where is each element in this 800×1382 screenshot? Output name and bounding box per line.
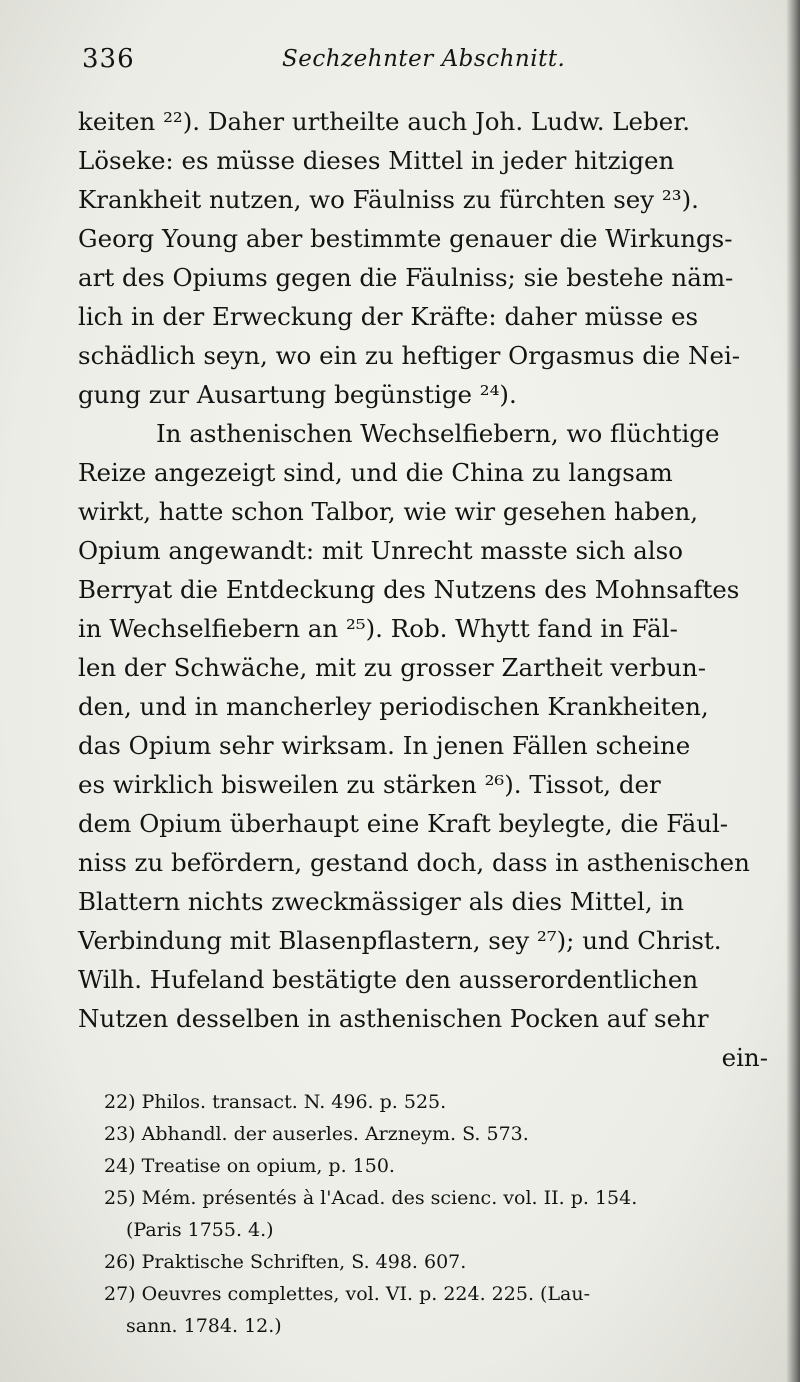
page-edge-shadow	[786, 0, 800, 1382]
footnote: 27) Oeuvres complettes, vol. VI. p. 224. 225. (Lau-	[104, 1283, 591, 1305]
text-line: Blattern nichts zweckmässiger als dies Mittel, in	[78, 887, 685, 916]
footnote: 22) Philos. transact. N. 496. p. 525.	[104, 1091, 447, 1113]
text-line: wirkt, hatte schon Talbor, wie wir gesehen haben,	[78, 497, 699, 526]
text-line: art des Opiums gegen die Fäulniss; sie bestehe näm-	[78, 263, 734, 292]
text-line: Opium angewandt: mit Unrecht masste sich also	[78, 536, 683, 565]
footnote-continuation: sann. 1784. 12.)	[126, 1315, 282, 1337]
page-number: 336	[82, 44, 135, 74]
footnote: 24) Treatise on opium, p. 150.	[104, 1155, 395, 1177]
body-text	[78, 102, 768, 1077]
text-line: Löseke: es müsse dieses Mittel in jeder hitzigen	[78, 146, 675, 175]
footnote-continuation: (Paris 1755. 4.)	[126, 1219, 274, 1241]
catchword: ein-	[721, 1043, 768, 1072]
text-line: in Wechselfiebern an ²⁵). Rob. Whytt fand in Fäl-	[78, 614, 678, 643]
footnote: 23) Abhandl. der auserles. Arzneym. S. 573.	[104, 1123, 529, 1145]
text-line: Krankheit nutzen, wo Fäulniss zu fürchten sey ²³).	[78, 185, 699, 214]
text-line: lich in der Erweckung der Kräfte: daher müsse es	[78, 302, 699, 331]
text-line: es wirklich bisweilen zu stärken ²⁶). Tissot, der	[78, 770, 661, 799]
text-line: den, und in mancherley periodischen Krankheiten,	[78, 692, 709, 721]
running-head: Sechzehnter Abschnitt.	[282, 46, 566, 72]
page-header	[82, 44, 762, 84]
text-line: Nutzen desselben in asthenischen Pocken auf sehr	[78, 1004, 709, 1033]
text-line: keiten ²²). Daher urtheilte auch Joh. Ludw. Leber.	[78, 107, 691, 136]
text-line: Verbindung mit Blasenpflastern, sey ²⁷); und Christ.	[78, 926, 722, 955]
text-line: das Opium sehr wirksam. In jenen Fällen scheine	[78, 731, 691, 760]
footnotes	[104, 1086, 764, 1342]
text-line: Berryat die Entdeckung des Nutzens des Mohnsaftes	[78, 575, 740, 604]
text-line: schädlich seyn, wo ein zu heftiger Orgasmus die Nei-	[78, 341, 741, 370]
text-line: In asthenischen Wechselfiebern, wo flüchtige	[156, 419, 720, 448]
text-line: niss zu befördern, gestand doch, dass in asthenischen	[78, 848, 750, 877]
text-line: Georg Young aber bestimmte genauer die Wirkungs-	[78, 224, 733, 253]
text-line: Reize angezeigt sind, und die China zu langsam	[78, 458, 673, 487]
footnote: 25) Mém. présentés à l'Acad. des scienc. vol. II. p. 154.	[104, 1187, 638, 1209]
text-line: gung zur Ausartung begünstige ²⁴).	[78, 380, 517, 409]
text-line: Wilh. Hufeland bestätigte den ausserordentlichen	[78, 965, 699, 994]
footnote: 26) Praktische Schriften, S. 498. 607.	[104, 1251, 467, 1273]
text-line: dem Opium überhaupt eine Kraft beylegte, die Fäul-	[78, 809, 729, 838]
text-line: len der Schwäche, mit zu grosser Zartheit verbun-	[78, 653, 706, 682]
